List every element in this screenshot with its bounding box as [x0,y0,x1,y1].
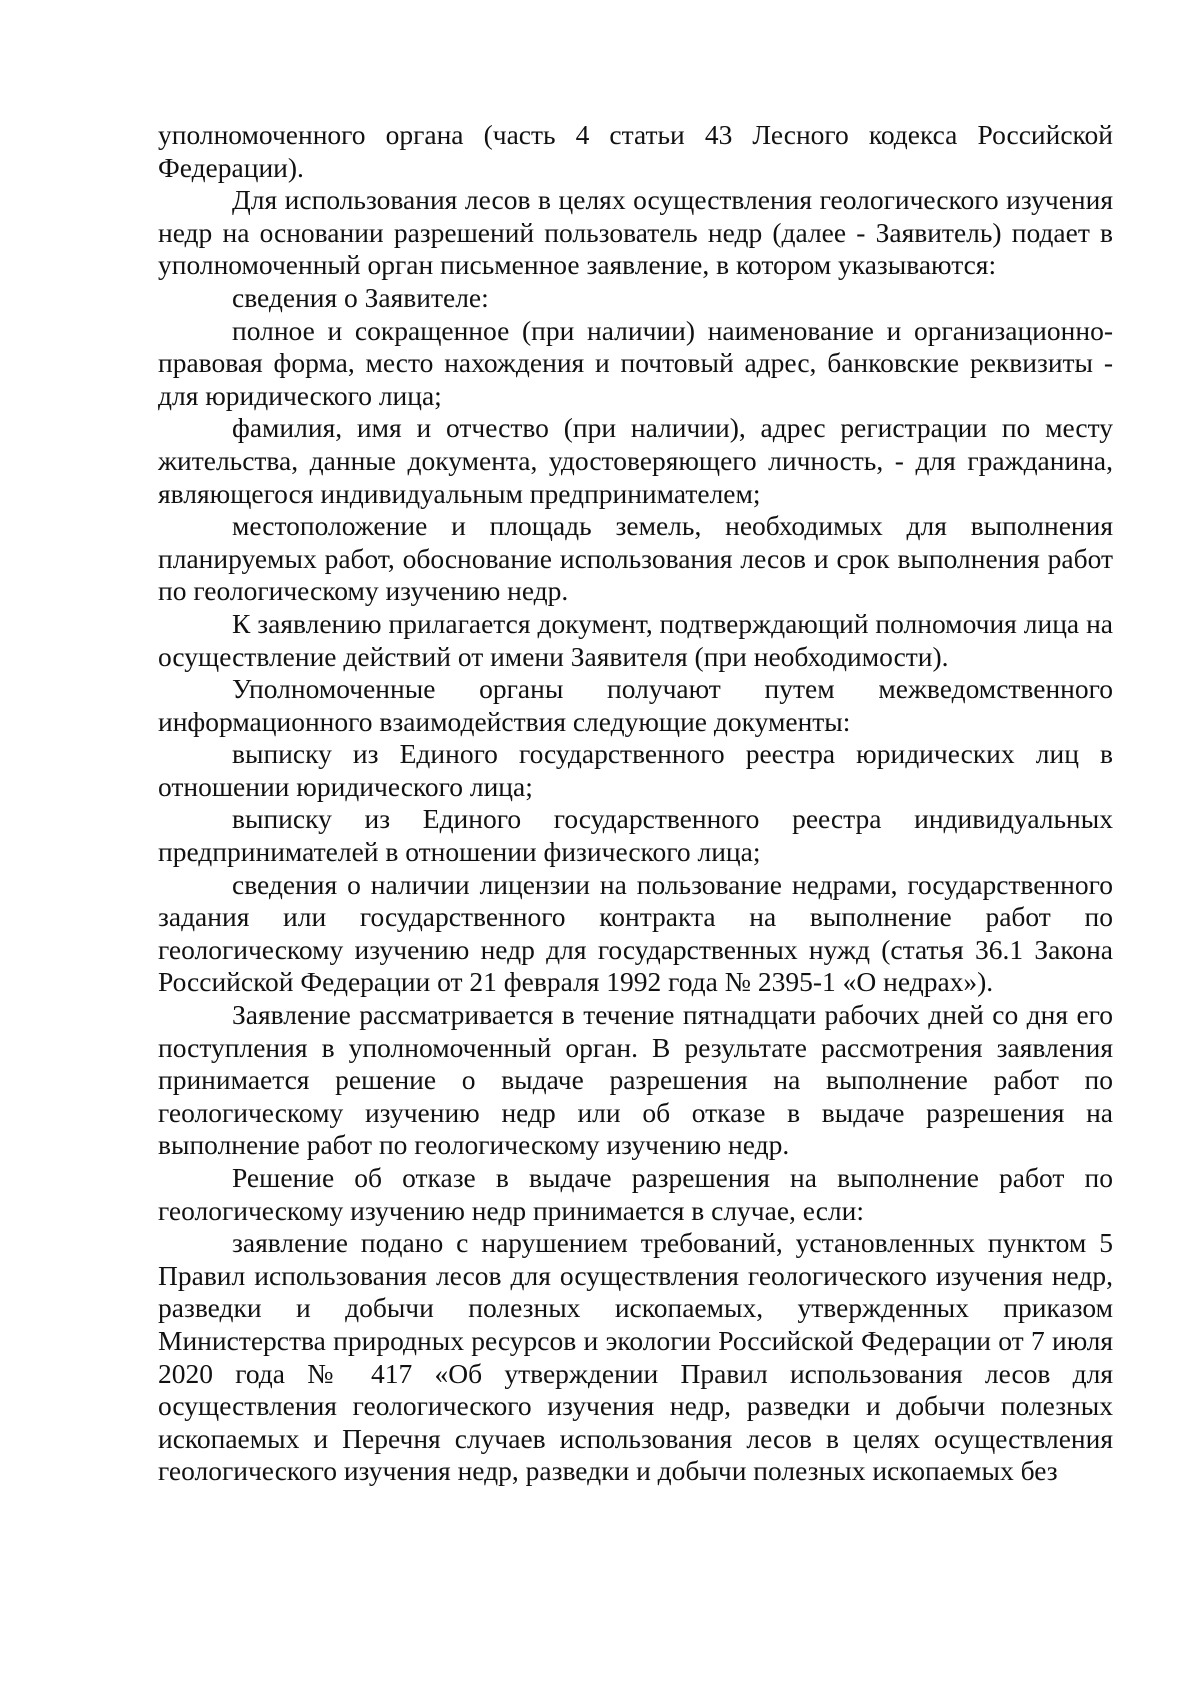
paragraph-review-period: Заявление рассматривается в течение пятнадцати рабочих дней со дня его поступления в уполномоченный орган. В результате рассмотрения заявления принимается решение о выдаче разрешения на выполнение работ по геологическому изучению недр или об отказе в выдаче разрешения на выполнение работ по геологическому изучению недр. [158,999,1113,1161]
paragraph-refusal-decision: Решение об отказе в выдаче разрешения на выполнение работ по геологическому изучению недр принимается в случае, если: [158,1162,1113,1226]
paragraph-location-area: местоположение и площадь земель, необходимых для выполнения планируемых работ, обоснование использования лесов и срок выполнения работ по геологическому изучению недр. [158,510,1113,607]
paragraph-applicant-info: сведения о Заявителе: [232,281,489,313]
paragraph-entrepreneur: фамилия, имя и отчество (при наличии), адрес регистрации по месту жительства, данные документа, удостоверяющего личность, - для гражданина, являющегося индивидуальным предпринимателем; [158,412,1113,509]
paragraph-interagency: Уполномоченные органы получают путем межведомственного информационного взаимодействия следующие документы: [158,673,1113,737]
paragraph-legal-entity: полное и сокращенное (при наличии) наименование и организационно-правовая форма, место нахождения и почтовый адрес, банковские реквизиты - для юридического лица; [158,314,1113,411]
paragraph-license-info: сведения о наличии лицензии на пользование недрами, государственного задания или государственного контракта на выполнение работ по геологическому изучению недр для государственных нужд (статья 36.1 Закона Российской Федерации от 21 февраля 1992 года № 2395-1 «О недрах»). [158,868,1113,998]
paragraph-applicant-statement: Для использования лесов в целях осуществления геологического изучения недр на основании разрешений пользователь недр (далее - Заявитель) подает в уполномоченный орган письменное заявление, в котором указываются: [158,184,1113,281]
paragraph-egrip-extract: выписку из Единого государственного реестра индивидуальных предпринимателей в отношении физического лица; [158,803,1113,868]
paragraph-continuation: уполномоченного органа (часть 4 статьи 43 Лесного кодекса Российской Федерации). [158,119,1113,183]
paragraph-egrul-extract: выписку из Единого государственного реестра юридических лиц в отношении юридического лица; [158,738,1113,802]
document-body [158,119,1113,1488]
paragraph-refusal-grounds: заявление подано с нарушением требований, установленных пунктом 5 Правил использования лесов для осуществления геологического изучения недр, разведки и добычи полезных ископаемых, утвержденных приказом Министерства природных ресурсов и экологии Российской Федерации от 7 июля 2020 года № 417 «Об утверждении Правил использования лесов для осуществления геологического изучения недр, разведки и добычи полезных ископаемых и Перечня случаев использования лесов в целях осуществления геологического изучения недр, разведки и добычи полезных ископаемых без [158,1227,1113,1487]
paragraph-attachment: К заявлению прилагается документ, подтверждающий полномочия лица на осуществление действий от имени Заявителя (при необходимости). [158,607,1113,672]
